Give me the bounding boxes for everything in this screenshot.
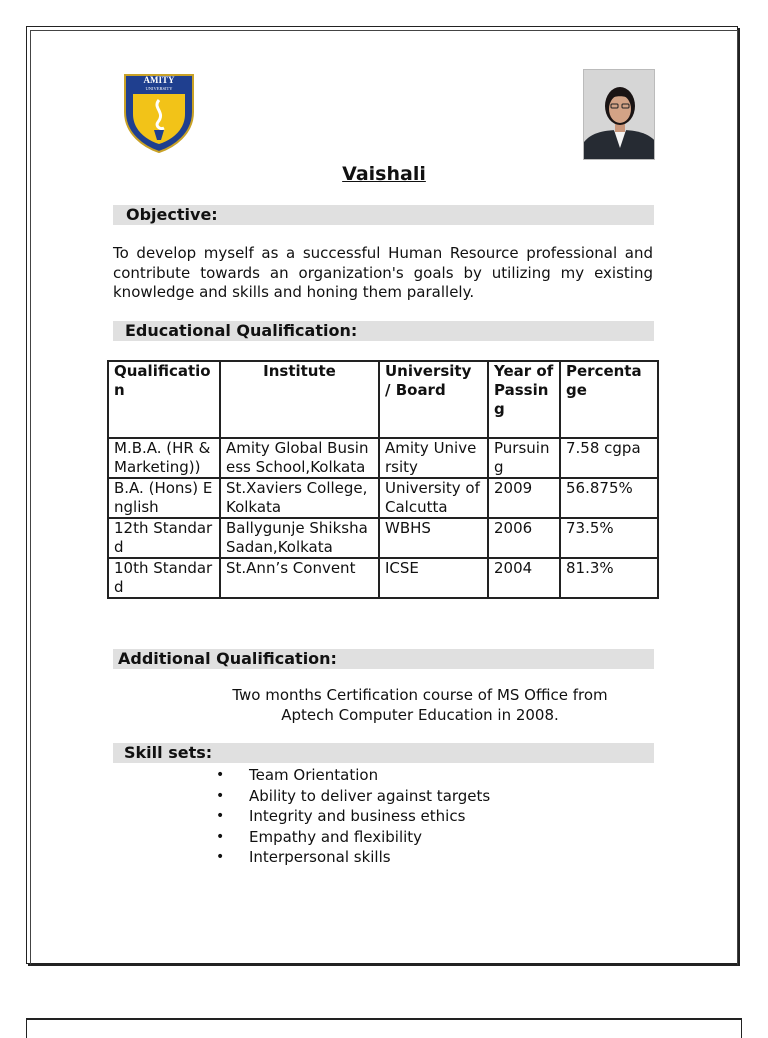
list-item <box>216 806 490 827</box>
cell-institute: Amity Global Business School,Kolkata <box>220 438 379 478</box>
cell-university: WBHS <box>379 518 488 558</box>
list-item <box>216 765 490 786</box>
list-item <box>216 786 490 807</box>
cell-university: University of Calcutta <box>379 478 488 518</box>
cell-year: 2009 <box>488 478 560 518</box>
education-heading: Educational Qualification: <box>113 321 654 341</box>
education-table-header-row <box>108 361 658 438</box>
cell-university: ICSE <box>379 558 488 598</box>
cell-qualification: 12th Standard <box>108 518 220 558</box>
skill-sets-list <box>216 765 490 868</box>
additional-qualification-line-2: Aptech Computer Education in 2008. <box>281 705 559 724</box>
table-row <box>108 438 658 478</box>
objective-text: To develop myself as a successful Human Resource professional and contribute towards an organization's goals by utilizing my existing knowledge and skills and honing them parallely. <box>113 244 653 301</box>
bullet-icon: • <box>216 828 225 845</box>
bullet-icon: • <box>216 808 225 824</box>
cell-institute: St.Ann’s Convent <box>220 558 379 598</box>
table-row <box>108 518 658 558</box>
cell-percentage: 73.5% <box>560 518 658 558</box>
header-percentage: Percentage <box>560 361 658 438</box>
cell-university: Amity University <box>379 438 488 478</box>
skill-label: Team Orientation <box>249 766 379 784</box>
cell-year: 2004 <box>488 558 560 598</box>
additional-qualification-text <box>180 686 660 725</box>
education-table <box>107 360 659 599</box>
cell-qualification: 10th Standard <box>108 558 220 598</box>
table-row <box>108 478 658 518</box>
cell-percentage: 81.3% <box>560 558 658 598</box>
skill-label: Empathy and flexibility <box>249 827 423 846</box>
header-year-of-passing: Year of Passing <box>488 361 560 438</box>
person-portrait-icon <box>584 70 655 160</box>
skill-label: Ability to deliver against targets <box>249 786 491 805</box>
candidate-name: Vaishali <box>342 163 426 185</box>
amity-university-logo <box>122 72 196 154</box>
list-item <box>216 827 490 848</box>
next-page-edge <box>26 1018 742 1038</box>
logo-text-top: AMITY <box>143 75 175 85</box>
cell-percentage: 7.58 cgpa <box>560 438 658 478</box>
skill-label: Integrity and business ethics <box>249 807 466 825</box>
cell-institute: St.Xaviers College,Kolkata <box>220 478 379 518</box>
logo-text-bottom: UNIVERSITY <box>145 86 173 91</box>
header-university-board: University / Board <box>379 361 488 438</box>
additional-qualification-heading: Additional Qualification: <box>113 649 654 669</box>
cell-percentage: 56.875% <box>560 478 658 518</box>
table-row <box>108 558 658 598</box>
header-institute: Institute <box>220 361 379 438</box>
cell-year: Pursuing <box>488 438 560 478</box>
cell-qualification: B.A. (Hons) English <box>108 478 220 518</box>
cell-qualification: M.B.A. (HR & Marketing)) <box>108 438 220 478</box>
bullet-icon: • <box>216 849 225 865</box>
list-item <box>216 847 490 868</box>
additional-qualification-line-1: Two months Certification course of MS Office from <box>232 686 608 704</box>
skill-sets-heading: Skill sets: <box>113 743 654 763</box>
bullet-icon: • <box>216 767 225 783</box>
objective-heading: Objective: <box>113 205 654 225</box>
skill-label: Interpersonal skills <box>249 848 391 866</box>
cell-institute: Ballygunje Shiksha Sadan,Kolkata <box>220 518 379 558</box>
profile-photo <box>583 69 655 160</box>
bullet-icon: • <box>216 787 225 804</box>
cell-year: 2006 <box>488 518 560 558</box>
header-qualification: Qualification <box>108 361 220 438</box>
